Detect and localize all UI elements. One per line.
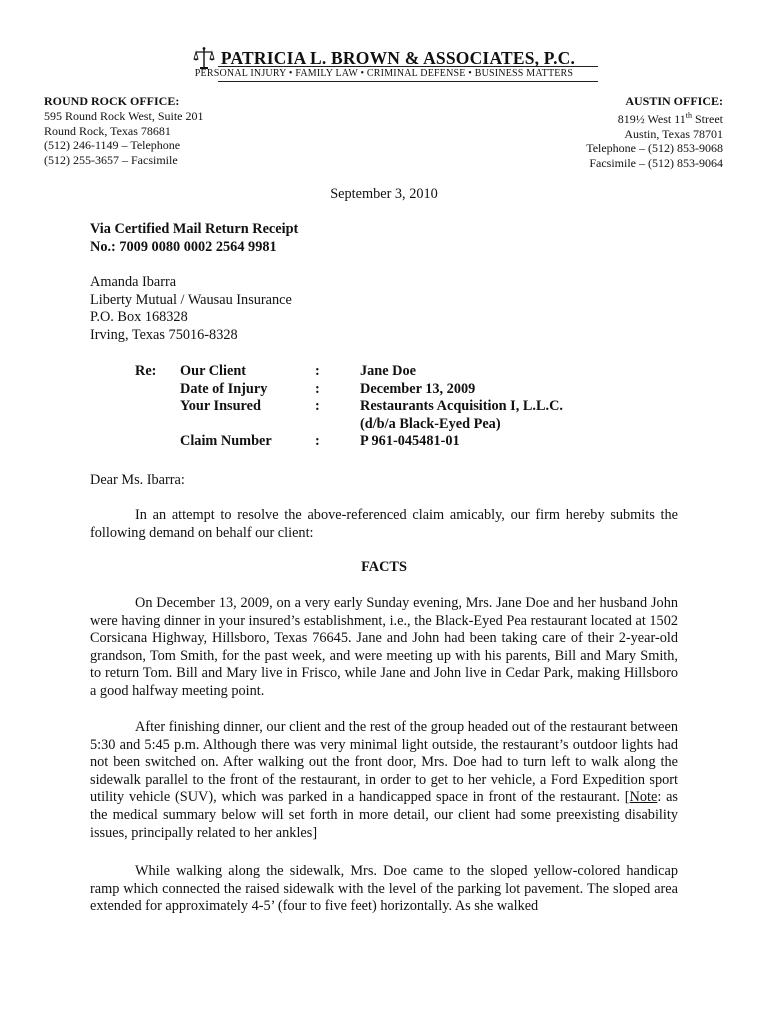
- austin-address-number: 819½ West 11: [617, 111, 686, 126]
- re-row: [135, 416, 563, 434]
- recipient-company: Liberty Mutual / Wausau Insurance: [90, 291, 292, 308]
- recipient-address: [90, 274, 678, 344]
- re-colon: :: [315, 363, 320, 379]
- re-colon: :: [315, 398, 320, 415]
- intro-paragraph: In an attempt to resolve the above-referenced claim amicably, our firm hereby submits the following demand on behalf our client:: [90, 507, 678, 541]
- re-value-date-of-injury: December 13, 2009: [360, 380, 476, 397]
- certified-mail-number: No.: 7009 0080 0002 2564 9981: [90, 238, 277, 255]
- re-key: [180, 416, 315, 434]
- re-colon: [315, 416, 360, 434]
- salutation: Dear Ms. Ibarra:: [90, 472, 185, 488]
- re-block: [135, 363, 563, 451]
- facts-paragraph-2: [90, 719, 678, 842]
- re-colon: :: [315, 380, 320, 397]
- letter-date: September 3, 2010: [330, 186, 438, 202]
- firm-name: PATRICIA L. BROWN & ASSOCIATES, P.C.: [220, 47, 576, 68]
- re-colon: :: [315, 433, 320, 450]
- letterhead-rule-top: [218, 66, 598, 67]
- austin-address-line: [586, 109, 723, 127]
- re-row: [135, 363, 563, 381]
- austin-address-ordinal: th: [685, 110, 692, 120]
- round-rock-office-block: [44, 94, 203, 168]
- letterhead-rule-bottom: [218, 81, 598, 82]
- re-key: Date of Injury: [180, 380, 268, 397]
- re-value-dba: (d/b/a Black-Eyed Pea): [360, 415, 501, 432]
- re-value-insured: Restaurants Acquisition I, L.L.C.: [360, 398, 563, 415]
- round-rock-address-line: 595 Round Rock West, Suite 201: [44, 108, 204, 123]
- round-rock-office-heading: ROUND ROCK OFFICE:: [44, 94, 180, 108]
- re-row: [135, 381, 563, 399]
- austin-office-heading: AUSTIN OFFICE:: [625, 94, 723, 108]
- austin-city-line: Austin, Texas 78701: [624, 126, 723, 141]
- re-row: [135, 433, 563, 451]
- re-key: Your Insured: [180, 398, 261, 415]
- round-rock-facsimile: (512) 255-3657 – Facsimile: [44, 153, 178, 168]
- austin-telephone: Telephone – (512) 853-9068: [586, 141, 723, 156]
- scales-of-justice-icon: [193, 46, 215, 70]
- recipient-name: Amanda Ibarra: [90, 274, 177, 290]
- facts-paragraph-3: While walking along the sidewalk, Mrs. Doe came to the sloped yellow-colored handicap ramp which connected the raised sidewalk with the level of the parking lot pavement. The sloped area extended for approximately 4-5’ (four to five feet) horizontally. As she walked: [90, 863, 678, 915]
- note-label: Note: [629, 789, 658, 806]
- firm-tagline: PERSONAL INJURY • FAMILY LAW • CRIMINAL DEFENSE • BUSINESS MATTERS: [194, 68, 574, 79]
- re-value-claim-number: P 961-045481-01: [360, 433, 460, 450]
- re-value-client: Jane Doe: [360, 363, 416, 379]
- facts-paragraph-1: On December 13, 2009, on a very early Sunday evening, Mrs. Jane Doe and her husband John were having dinner in your insured’s establishment, i.e., the Black-Eyed Pea restaurant located at 1502 Corsicana Highway, Hillsboro, Texas 76645. Jane and John had been taking care of their 2-year-old grandson, Tom Smith, for the past week, and were meeting up with his parents, Bill and Mary Smith, to return Tom. Bill and Mary live in Frisco, while Jane and John live in Cedar Park, making Hillsboro a good halfway meeting point.: [90, 595, 678, 699]
- facts-paragraph-2-text: After finishing dinner, our client and the rest of the group headed out of the restaurant between 5:30 and 5:45 p.m. Although there was very minimal light outside, the restaurant’s outdoor lights had not been switched on. After walking out the front door, Mrs. Doe had to turn left to walk along the sidewalk parallel to the front of the restaurant, in order to get to her vehicle, a Ford Expedition sport utility vehicle (SUV), which was parked in a handicapped space in front of the restaurant. [: [90, 719, 678, 806]
- facts-paragraph-2-note-text: : as the medical summary below will set forth in more detail, our client had some preexisting disability issues, principally related to her ankles]: [90, 789, 679, 841]
- austin-address-street: Street: [692, 111, 723, 126]
- re-key: Our Client: [180, 363, 247, 379]
- delivery-method-line: Via Certified Mail Return Receipt: [90, 221, 299, 237]
- round-rock-city-line: Round Rock, Texas 78681: [44, 123, 171, 138]
- facts-heading: FACTS: [361, 559, 407, 575]
- recipient-city: Irving, Texas 75016-8328: [90, 326, 238, 343]
- re-key: Claim Number: [180, 433, 272, 450]
- austin-facsimile: Facsimile – (512) 853-9064: [589, 156, 723, 171]
- delivery-method: [90, 221, 678, 256]
- recipient-po-box: P.O. Box 168328: [90, 309, 188, 326]
- re-label: Re:: [135, 363, 157, 379]
- re-row: [135, 398, 563, 416]
- austin-office-block: [586, 94, 723, 171]
- round-rock-telephone: (512) 246-1149 – Telephone: [44, 138, 181, 153]
